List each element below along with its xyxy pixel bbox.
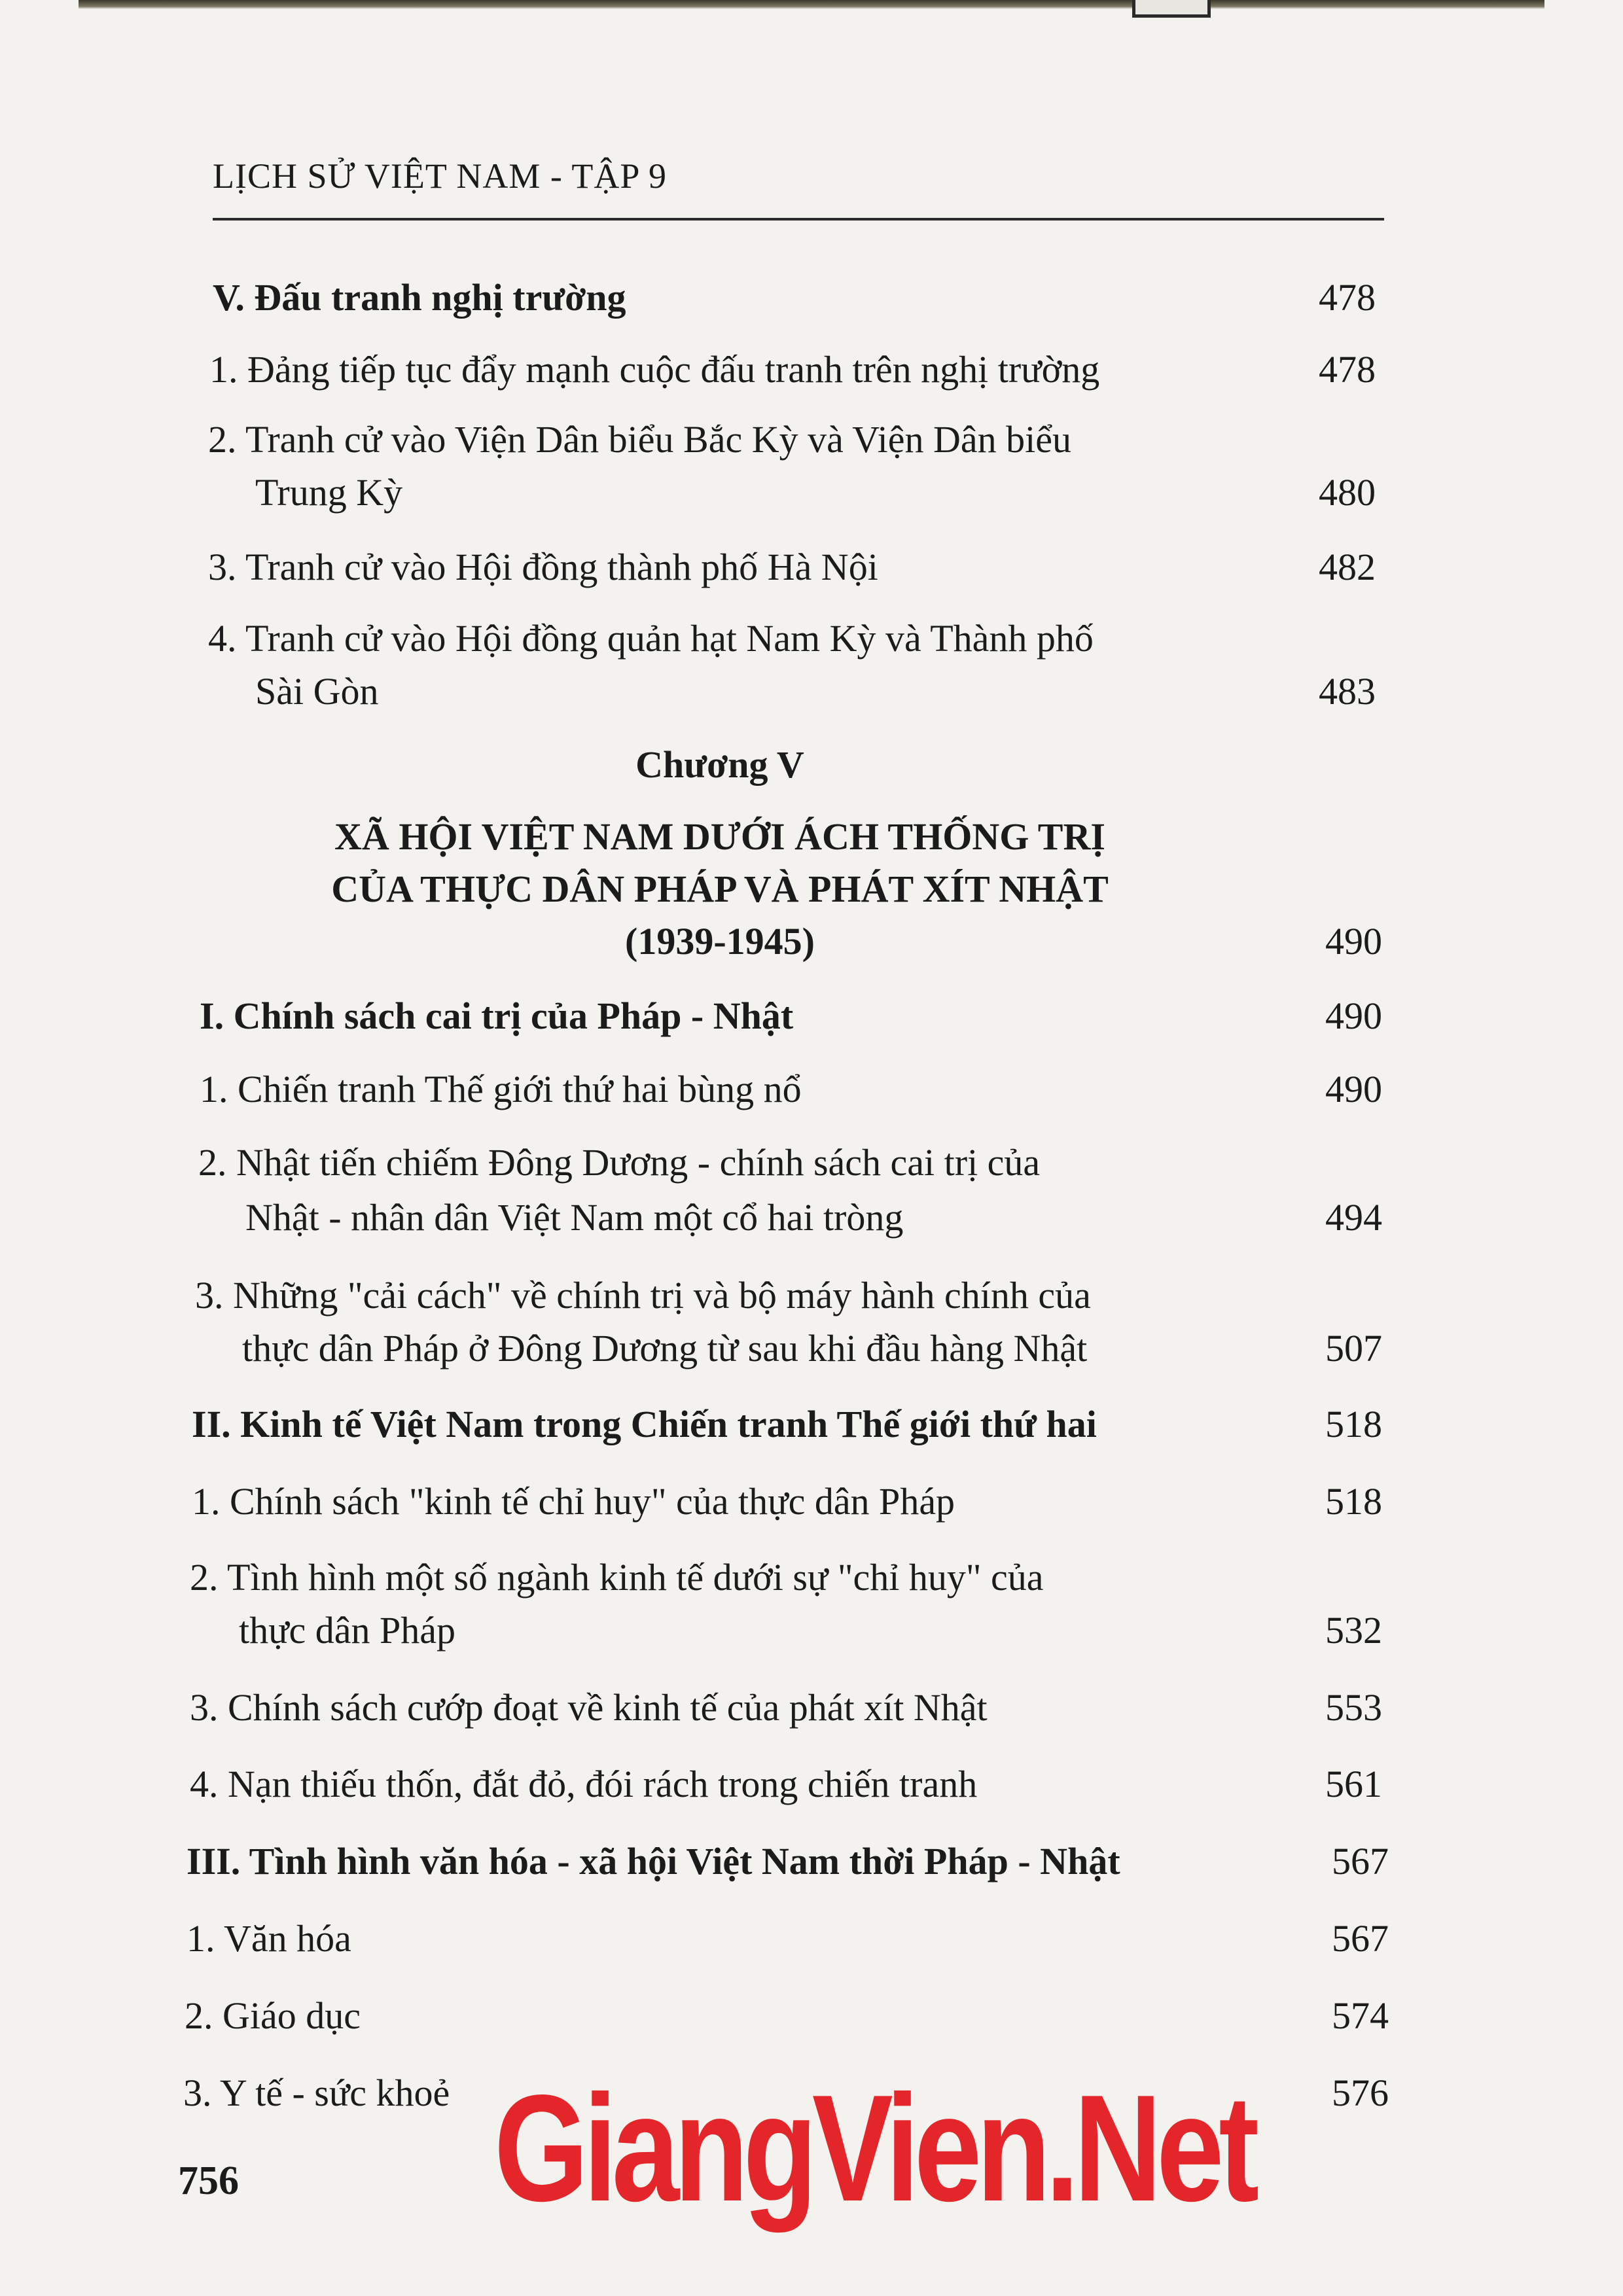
toc-i-item-2-cont: Nhật - nhân dân Việt Nam một cổ hai tròng: [245, 1196, 904, 1239]
toc-v-item-3-page: 482: [1319, 546, 1376, 588]
toc-i-item-2: 2. Nhật tiến chiếm Đông Dương - chính sách cai trị của: [198, 1141, 1041, 1184]
toc-v-item-4: 4. Tranh cử vào Hội đồng quản hạt Nam Kỳ và Thành phố: [208, 617, 1094, 660]
toc-ii-item-2-page: 532: [1325, 1609, 1382, 1651]
toc-v-item-4-cont: Sài Gòn: [255, 670, 379, 713]
toc-i-item-3-page: 507: [1325, 1327, 1382, 1369]
chapter-title-line-1: XÃ HỘI VIỆT NAM DƯỚI ÁCH THỐNG TRỊ: [334, 815, 1105, 858]
toc-section-v-page: 478: [1319, 276, 1376, 319]
chapter-title-line-2: CỦA THỰC DÂN PHÁP VÀ PHÁT XÍT NHẬT: [331, 868, 1109, 910]
toc-ii-item-1: 1. Chính sách "kinh tế chỉ huy" của thực dân Pháp: [192, 1480, 955, 1523]
toc-ii-item-1-page: 518: [1325, 1480, 1382, 1523]
toc-section-i-title: I. Chính sách cai trị của Pháp - Nhật: [200, 995, 794, 1037]
toc-iii-item-3-page: 576: [1332, 2072, 1389, 2114]
toc-i-item-2-page: 494: [1325, 1196, 1382, 1239]
toc-v-item-1: 1. Đảng tiếp tục đẩy mạnh cuộc đấu tranh trên nghị trường: [209, 348, 1100, 391]
toc-section-ii-title: II. Kinh tế Việt Nam trong Chiến tranh Thế giới thứ hai: [192, 1403, 1097, 1445]
toc-section-ii-page: 518: [1325, 1403, 1382, 1445]
toc-section-iii-page: 567: [1332, 1840, 1389, 1882]
toc-v-item-2: 2. Tranh cử vào Viện Dân biểu Bắc Kỳ và Viện Dân biểu: [208, 418, 1072, 461]
chapter-title-years: (1939-1945): [625, 920, 815, 963]
header-rule: [213, 218, 1384, 221]
toc-iii-item-3: 3. Y tế - sức khoẻ: [183, 2072, 450, 2114]
toc-ii-item-2-cont: thực dân Pháp: [239, 1609, 456, 1651]
toc-i-item-3-cont: thực dân Pháp ở Đông Dương từ sau khi đầu hàng Nhật: [242, 1327, 1088, 1369]
toc-v-item-1-page: 478: [1319, 348, 1376, 391]
page-number: 756: [178, 2159, 239, 2203]
toc-v-item-3: 3. Tranh cử vào Hội đồng thành phố Hà Nội: [208, 546, 878, 588]
toc-iii-item-2-page: 574: [1332, 1994, 1389, 2037]
scan-top-mark: [1132, 0, 1211, 18]
running-head: LỊCH SỬ VIỆT NAM - TẬP 9: [213, 156, 667, 196]
toc-section-i-page: 490: [1325, 995, 1382, 1037]
toc-i-item-1-page: 490: [1325, 1068, 1382, 1110]
toc-iii-item-1: 1. Văn hóa: [187, 1917, 351, 1960]
toc-i-item-1: 1. Chiến tranh Thế giới thứ hai bùng nổ: [200, 1068, 802, 1110]
toc-ii-item-3: 3. Chính sách cướp đoạt về kinh tế của phát xít Nhật: [190, 1686, 988, 1729]
toc-v-item-2-cont: Trung Kỳ: [255, 471, 403, 514]
toc-ii-item-4: 4. Nạn thiếu thốn, đắt đỏ, đói rách trong chiến tranh: [190, 1763, 978, 1805]
toc-section-iii-title: III. Tình hình văn hóa - xã hội Việt Nam thời Pháp - Nhật: [187, 1840, 1120, 1882]
watermark-logo: GiangVien.Net: [494, 2064, 1255, 2233]
toc-iii-item-1-page: 567: [1332, 1917, 1389, 1960]
toc-v-item-4-page: 483: [1319, 670, 1376, 713]
toc-i-item-3: 3. Những "cải cách" về chính trị và bộ máy hành chính của: [195, 1274, 1091, 1316]
toc-iii-item-2: 2. Giáo dục: [185, 1994, 361, 2037]
toc-ii-item-3-page: 553: [1325, 1686, 1382, 1729]
toc-ii-item-4-page: 561: [1325, 1763, 1382, 1805]
toc-ii-item-2: 2. Tình hình một số ngành kinh tế dưới sự "chỉ huy" của: [190, 1556, 1044, 1598]
chapter-page: 490: [1325, 920, 1382, 963]
scan-top-edge: [79, 0, 1544, 9]
chapter-label: Chương V: [635, 743, 804, 786]
toc-section-v-title: V. Đấu tranh nghị trường: [213, 276, 626, 319]
toc-v-item-2-page: 480: [1319, 471, 1376, 514]
